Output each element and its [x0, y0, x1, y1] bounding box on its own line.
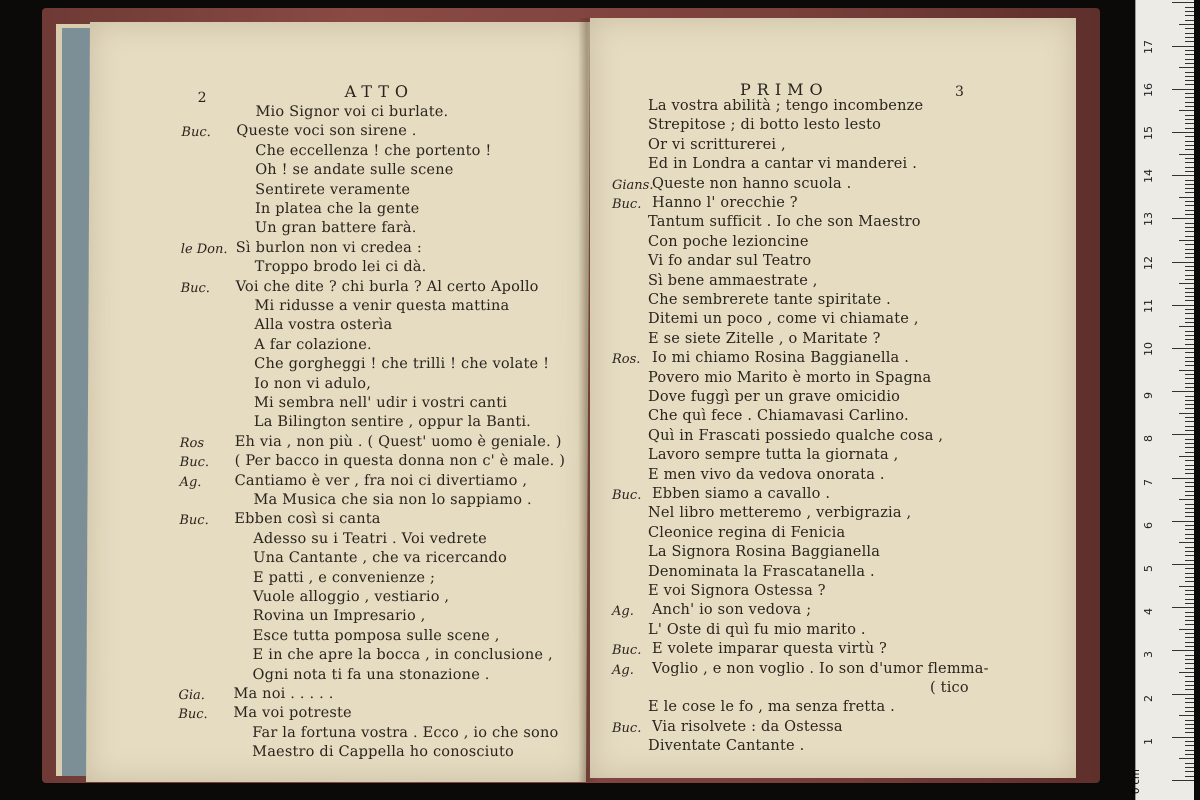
ruler-tick	[1172, 650, 1194, 651]
ruler-tick	[1185, 771, 1194, 772]
ruler-tick	[1185, 504, 1194, 505]
ruler-tick	[1185, 270, 1194, 271]
ruler-tick	[1185, 421, 1194, 422]
ruler-tick	[1185, 136, 1194, 137]
ruler-tick	[1185, 84, 1194, 85]
ruler-tick	[1185, 637, 1194, 638]
ruler-tick	[1172, 521, 1194, 522]
ruler-tick	[1179, 586, 1194, 587]
ruler-tick	[1185, 430, 1194, 431]
ruler-tick	[1185, 426, 1194, 427]
ruler-tick	[1185, 374, 1194, 375]
verse-line: Strepitose ; di botto lesto lesto	[648, 117, 882, 134]
ruler-tick	[1185, 400, 1194, 401]
verse-line: Ogni nota ti fa una stonazione .	[252, 666, 490, 683]
verse-line: Sentirete veramente	[255, 181, 411, 198]
verse-line: Oh ! se andate sulle scene	[255, 162, 454, 179]
ruler-number: 8	[1142, 435, 1155, 443]
verse-line: E le cose le fo , ma senza fretta .	[648, 699, 895, 716]
ruler-tick	[1185, 188, 1194, 189]
ruler-tick	[1185, 711, 1194, 712]
verse-line: Vuole alloggio , vestiario ,	[252, 589, 450, 605]
speaker-label: le Don.	[180, 241, 228, 257]
ruler-tick	[1185, 581, 1194, 582]
ruler-tick	[1172, 737, 1194, 738]
ruler-tick	[1185, 633, 1194, 634]
verse-line: Voglio , e non voglio . Io son d'umor flemma-	[652, 660, 989, 677]
ruler-tick	[1185, 745, 1194, 746]
ruler-tick	[1185, 352, 1194, 353]
verse-line: Mi ridusse a venir questa mattina	[254, 298, 510, 314]
ruler-tick	[1185, 663, 1194, 664]
verse-line: Sì bene ammaestrate ,	[648, 272, 818, 289]
ruler-tick	[1185, 145, 1194, 146]
ruler-tick	[1185, 568, 1194, 569]
ruler-tick	[1179, 110, 1194, 111]
verse-line: Ditemi un poco , come vi chiamate ,	[648, 311, 919, 328]
verse-line: A far colazione.	[254, 336, 372, 353]
speaker-label: Ag.	[612, 604, 634, 620]
verse-line: Sì burlon non vi credea :	[235, 239, 422, 256]
ruler-tick	[1185, 776, 1194, 777]
left-page	[86, 22, 590, 782]
verse-line: Far la fortuna vostra . Ecco , io che sono	[252, 724, 559, 741]
ruler-tick	[1185, 162, 1194, 163]
running-head: ATTO	[344, 82, 415, 101]
ruler-tick	[1179, 24, 1194, 25]
verse-line: Rovina un Impresario ,	[252, 608, 426, 625]
ruler-tick	[1185, 763, 1194, 764]
ruler-tick	[1185, 702, 1194, 703]
ruler-number: 14	[1142, 169, 1155, 184]
ruler-tick	[1179, 542, 1194, 543]
ruler-tick	[1185, 257, 1194, 258]
ruler-tick	[1185, 460, 1194, 461]
verse-line: Dove fuggì per un grave omicidio	[648, 389, 901, 405]
ruler-tick	[1185, 443, 1194, 444]
verse-line: Mi sembra nell' udir i vostri canti	[253, 395, 508, 411]
verse-line: Quì in Frascati possiedo qualche cosa ,	[648, 427, 944, 444]
verse-line: Tantum sufficit . Io che son Maestro	[648, 214, 921, 231]
ruler-tick	[1185, 76, 1194, 77]
ruler-tick	[1172, 132, 1194, 133]
ruler-tick	[1185, 300, 1194, 301]
verse-line: Denominata la Frascatanella .	[648, 563, 875, 580]
ruler-tick	[1185, 171, 1194, 172]
ruler-tick	[1185, 469, 1194, 470]
verse-line: E in che apre la bocca , in conclusione ,	[252, 647, 553, 664]
ruler-tick	[1185, 612, 1194, 613]
ruler-tick	[1179, 154, 1194, 155]
verse-line: Queste voci son sirene .	[236, 123, 417, 140]
ruler-tick	[1185, 681, 1194, 682]
ruler-number: 1	[1142, 737, 1155, 745]
verse-line: Ma Musica che sia non lo sappiamo .	[253, 492, 532, 508]
ruler-tick	[1185, 732, 1194, 733]
page-number: 3	[955, 84, 964, 100]
speaker-label: Buc.	[612, 643, 642, 659]
ruler-tick	[1185, 41, 1194, 42]
ruler-tick	[1185, 447, 1194, 448]
verse-line: Diventate Cantante .	[648, 738, 805, 755]
ruler-tick	[1185, 616, 1194, 617]
verse-line: Alla vostra osterìa	[254, 317, 393, 334]
ruler-tick	[1179, 758, 1194, 759]
running-head: PRIMO	[740, 80, 829, 99]
verse-line: Adesso su i Teatri . Voi vedrete	[253, 530, 488, 547]
ruler-tick	[1185, 577, 1194, 578]
ruler-number: 13	[1142, 212, 1155, 227]
ruler-tick	[1185, 123, 1194, 124]
ruler-tick	[1185, 119, 1194, 120]
verse-line: La vostra abilità ; tengo incombenze	[648, 98, 924, 114]
ruler-number: 17	[1142, 39, 1155, 54]
ruler-tick	[1179, 672, 1194, 673]
ruler-number: 15	[1142, 126, 1155, 140]
ruler-tick	[1172, 348, 1194, 349]
ruler-tick	[1185, 516, 1194, 517]
ruler-tick	[1185, 184, 1194, 185]
ruler-tick	[1179, 629, 1194, 630]
verse-line: E men vivo da vedova onorata .	[648, 466, 885, 483]
ruler-tick	[1185, 322, 1194, 323]
ruler-tick	[1185, 149, 1194, 150]
ruler-tick	[1185, 253, 1194, 254]
ruler-tick	[1185, 603, 1194, 604]
ruler-tick	[1172, 780, 1194, 781]
ruler-tick	[1172, 305, 1194, 306]
ruler-tick	[1185, 620, 1194, 621]
verse-line: Anch' io son vedova ;	[652, 602, 812, 619]
ruler-tick	[1185, 720, 1194, 721]
verse-line: Che quì fece . Chiamavasi Carlino.	[648, 408, 909, 425]
speaker-label: Buc.	[181, 125, 211, 141]
ruler-tick	[1185, 313, 1194, 314]
ruler-tick	[1185, 288, 1194, 289]
ruler-tick	[1185, 560, 1194, 561]
ruler-tick	[1185, 383, 1194, 384]
ruler-number: 11	[1142, 298, 1155, 313]
ruler-tick	[1172, 607, 1194, 608]
ruler-tick	[1185, 417, 1194, 418]
ruler-tick	[1185, 685, 1194, 686]
measurement-ruler	[1131, 0, 1194, 800]
ruler-tick	[1185, 292, 1194, 293]
verse-line: E se siete Zitelle , o Maritate ?	[648, 330, 881, 347]
ruler-tick	[1185, 491, 1194, 492]
speaker-label: Buc.	[179, 513, 209, 529]
ruler-tick	[1185, 534, 1194, 535]
ruler-tick	[1185, 223, 1194, 224]
ruler-tick	[1172, 2, 1194, 3]
ruler-tick	[1185, 486, 1194, 487]
ruler-tick	[1185, 128, 1194, 129]
ruler-tick	[1185, 296, 1194, 297]
ruler-tick	[1179, 197, 1194, 198]
verse-line: Or vi scritturerei ,	[648, 136, 786, 153]
ruler-tick	[1185, 728, 1194, 729]
verse-line: Che sembrerete tante spiritate .	[648, 292, 891, 308]
ruler-tick	[1185, 59, 1194, 60]
ruler-tick	[1172, 262, 1194, 263]
verse-line: Una Cantante , che va ricercando	[253, 550, 507, 567]
ruler-tick	[1185, 439, 1194, 440]
ruler-tick	[1185, 387, 1194, 388]
verse-line: Voi che dite ? chi burla ? Al certo Apollo	[235, 278, 539, 295]
ruler-tick	[1185, 357, 1194, 358]
ruler-tick	[1185, 396, 1194, 397]
ruler-number: 3	[1142, 651, 1155, 659]
ruler-tick	[1172, 434, 1194, 435]
verse-line: Ebben siamo a cavallo .	[652, 486, 831, 502]
verse-line: Povero mio Marito è morto in Spagna	[648, 369, 932, 386]
ruler-tick	[1185, 495, 1194, 496]
ruler-tick	[1185, 106, 1194, 107]
ruler-tick	[1179, 326, 1194, 327]
speaker-label: Buc.	[612, 488, 642, 503]
ruler-number: 2	[1142, 694, 1155, 702]
verse-line: Esce tutta pomposa sulle scene ,	[252, 627, 500, 644]
ruler-tick	[1185, 93, 1194, 94]
ruler-tick	[1172, 218, 1194, 219]
ruler-tick	[1185, 642, 1194, 643]
verse-line: Che gorgheggi ! che trilli ! che volate !	[254, 356, 550, 373]
verse-line: Mio Signor voi ci burlate.	[255, 104, 449, 120]
ruler-tick	[1185, 599, 1194, 600]
ruler-tick	[1185, 508, 1194, 509]
ruler-tick	[1185, 624, 1194, 625]
ruler-tick	[1185, 404, 1194, 405]
ruler-tick	[1185, 236, 1194, 237]
speaker-label: Buc.	[180, 280, 210, 296]
ruler-tick	[1185, 231, 1194, 232]
ruler-tick	[1185, 452, 1194, 453]
page-number: 2	[197, 90, 207, 106]
ruler-tick	[1185, 167, 1194, 168]
verse-line: In platea che la gente	[254, 201, 420, 217]
ruler-tick	[1179, 499, 1194, 500]
ruler-tick	[1185, 33, 1194, 34]
ruler-number: 16	[1142, 82, 1155, 97]
verse-line: Ebben così si canta	[234, 511, 381, 528]
verse-line: ( tico	[930, 680, 969, 696]
speaker-label: Gians.	[612, 177, 654, 193]
verse-line: L' Oste di quì fu mio marito .	[648, 621, 866, 638]
ruler-tick	[1172, 175, 1194, 176]
ruler-tick	[1185, 335, 1194, 336]
ruler-tick	[1185, 555, 1194, 556]
verse-line: E patti , e convenienze ;	[253, 569, 436, 586]
ruler-tick	[1172, 46, 1194, 47]
ruler-tick	[1185, 180, 1194, 181]
ruler-number: 12	[1142, 255, 1155, 270]
ruler-tick	[1172, 564, 1194, 565]
ruler-tick	[1185, 72, 1194, 73]
verse-line: Un gran battere farà.	[254, 220, 417, 237]
ruler-tick	[1179, 67, 1194, 68]
ruler-tick	[1185, 20, 1194, 21]
ruler-tick	[1185, 573, 1194, 574]
verse-line: Io mi chiamo Rosina Baggianella .	[652, 350, 910, 367]
ruler-tick	[1172, 694, 1194, 695]
ruler-tick	[1185, 538, 1194, 539]
ruler-tick	[1185, 512, 1194, 513]
verse-line: Troppo brodo lei ci dà.	[254, 259, 427, 276]
verse-line: Maestro di Cappella ho conosciuto	[252, 744, 515, 761]
verse-line: E volete imparar questa virtù ?	[652, 641, 888, 658]
ruler-tick	[1185, 408, 1194, 409]
ruler-tick	[1185, 707, 1194, 708]
ruler-tick	[1185, 344, 1194, 345]
ruler-tick	[1185, 249, 1194, 250]
verse-line: Vi fo andar sul Teatro	[648, 253, 812, 270]
ruler-tick	[1185, 365, 1194, 366]
ruler-tick	[1185, 309, 1194, 310]
ruler-number: 10	[1142, 342, 1155, 356]
ruler-tick	[1179, 283, 1194, 284]
speaker-label: Buc.	[178, 707, 208, 723]
ruler-tick	[1185, 482, 1194, 483]
ruler-tick	[1179, 413, 1194, 414]
ruler-tick	[1185, 668, 1194, 669]
ruler-tick	[1185, 529, 1194, 530]
verse-line: Cleonice regina di Fenicia	[648, 524, 846, 541]
verse-line: E voi Signora Ostessa ?	[648, 583, 826, 599]
ruler-tick	[1172, 89, 1194, 90]
ruler-tick	[1185, 28, 1194, 29]
speaker-label: Buc.	[612, 197, 642, 212]
verse-line: Lavoro sempre tutta la giornata ,	[648, 447, 899, 464]
ruler-number: 6	[1142, 521, 1155, 529]
ruler-tick	[1185, 244, 1194, 245]
ruler-tick	[1185, 724, 1194, 725]
verse-line: Hanno l' orecchie ?	[652, 195, 798, 211]
verse-line: Ma voi potreste	[233, 705, 352, 722]
right-page	[590, 18, 1076, 778]
ruler-tick	[1185, 214, 1194, 215]
speaker-label: Ag.	[612, 662, 634, 678]
speaker-label: Gia.	[178, 688, 205, 703]
ruler-tick	[1185, 676, 1194, 677]
ruler-tick	[1179, 370, 1194, 371]
ruler-tick	[1185, 158, 1194, 159]
ruler-tick	[1185, 63, 1194, 64]
speaker-label: Buc.	[179, 455, 210, 471]
ruler-number: 7	[1142, 478, 1155, 486]
ruler-tick	[1185, 102, 1194, 103]
speaker-label: Ag.	[179, 474, 202, 490]
ruler-tick	[1185, 698, 1194, 699]
verse-line: Queste non hanno scuola .	[652, 175, 852, 192]
ruler-number: 5	[1142, 565, 1155, 572]
verse-line: Ma noi . . . . .	[233, 686, 334, 702]
ruler-tick	[1185, 378, 1194, 379]
verse-line: Che eccellenza ! che portento !	[255, 142, 492, 159]
ruler-tick	[1185, 227, 1194, 228]
ruler-tick	[1185, 547, 1194, 548]
ruler-tick	[1185, 80, 1194, 81]
verse-line: Ed in Londra a cantar vi manderei .	[648, 156, 917, 173]
ruler-tick	[1185, 54, 1194, 55]
verse-line: ( Per bacco in questa donna non c' è male. )	[234, 453, 566, 470]
verse-line: Via risolvete : da Ostessa	[652, 718, 843, 735]
ruler-tick	[1185, 741, 1194, 742]
ruler-tick	[1185, 11, 1194, 12]
ruler-tick	[1185, 473, 1194, 474]
ruler-tick	[1185, 279, 1194, 280]
verse-line: Io non vi adulo,	[254, 375, 372, 392]
ruler-tick	[1185, 266, 1194, 267]
ruler-tick	[1179, 456, 1194, 457]
ruler-tick	[1185, 551, 1194, 552]
ruler-tick	[1185, 275, 1194, 276]
ruler-tick	[1185, 525, 1194, 526]
ruler-tick	[1185, 115, 1194, 116]
ruler-tick	[1185, 331, 1194, 332]
ruler-tick	[1185, 97, 1194, 98]
ruler-tick	[1185, 50, 1194, 51]
verse-line: Con poche lezioncine	[648, 233, 809, 250]
speaker-label: Ros.	[612, 352, 641, 368]
ruler-tick	[1185, 361, 1194, 362]
ruler-tick	[1185, 767, 1194, 768]
ruler-unit-label: 0 cm	[1131, 769, 1142, 794]
ruler-number: 9	[1142, 392, 1155, 400]
ruler-tick	[1172, 391, 1194, 392]
ruler-tick	[1185, 646, 1194, 647]
ruler-tick	[1185, 15, 1194, 16]
ruler-tick	[1185, 590, 1194, 591]
speaker-label: Ros	[179, 435, 205, 451]
speaker-label: Buc.	[612, 720, 642, 736]
ruler-tick	[1185, 750, 1194, 751]
verse-line: Nel libro metteremo , verbigrazia ,	[648, 505, 912, 522]
verse-line: La Bilington sentire , oppur la Banti.	[253, 414, 532, 431]
ruler-number: 4	[1142, 608, 1155, 616]
ruler-tick	[1179, 715, 1194, 716]
ruler-tick	[1185, 594, 1194, 595]
ruler-tick	[1185, 192, 1194, 193]
ruler-tick	[1185, 201, 1194, 202]
ruler-tick	[1185, 339, 1194, 340]
ruler-tick	[1185, 465, 1194, 466]
ruler-tick	[1185, 689, 1194, 690]
ruler-tick	[1185, 655, 1194, 656]
ruler-tick	[1185, 318, 1194, 319]
verse-line: Eh via , non più . ( Quest' uomo è geniale. )	[234, 433, 562, 450]
verse-line: Cantiamo è ver , fra noi ci divertiamo ,	[234, 472, 528, 489]
ruler-tick	[1185, 754, 1194, 755]
ruler-tick	[1172, 478, 1194, 479]
ruler-tick	[1185, 37, 1194, 38]
ruler-tick	[1185, 7, 1194, 8]
ruler-tick	[1179, 240, 1194, 241]
ruler-tick	[1185, 141, 1194, 142]
ruler-tick	[1185, 659, 1194, 660]
ruler-tick	[1185, 210, 1194, 211]
ruler-tick	[1185, 205, 1194, 206]
verse-line: La Signora Rosina Baggianella	[648, 544, 881, 561]
